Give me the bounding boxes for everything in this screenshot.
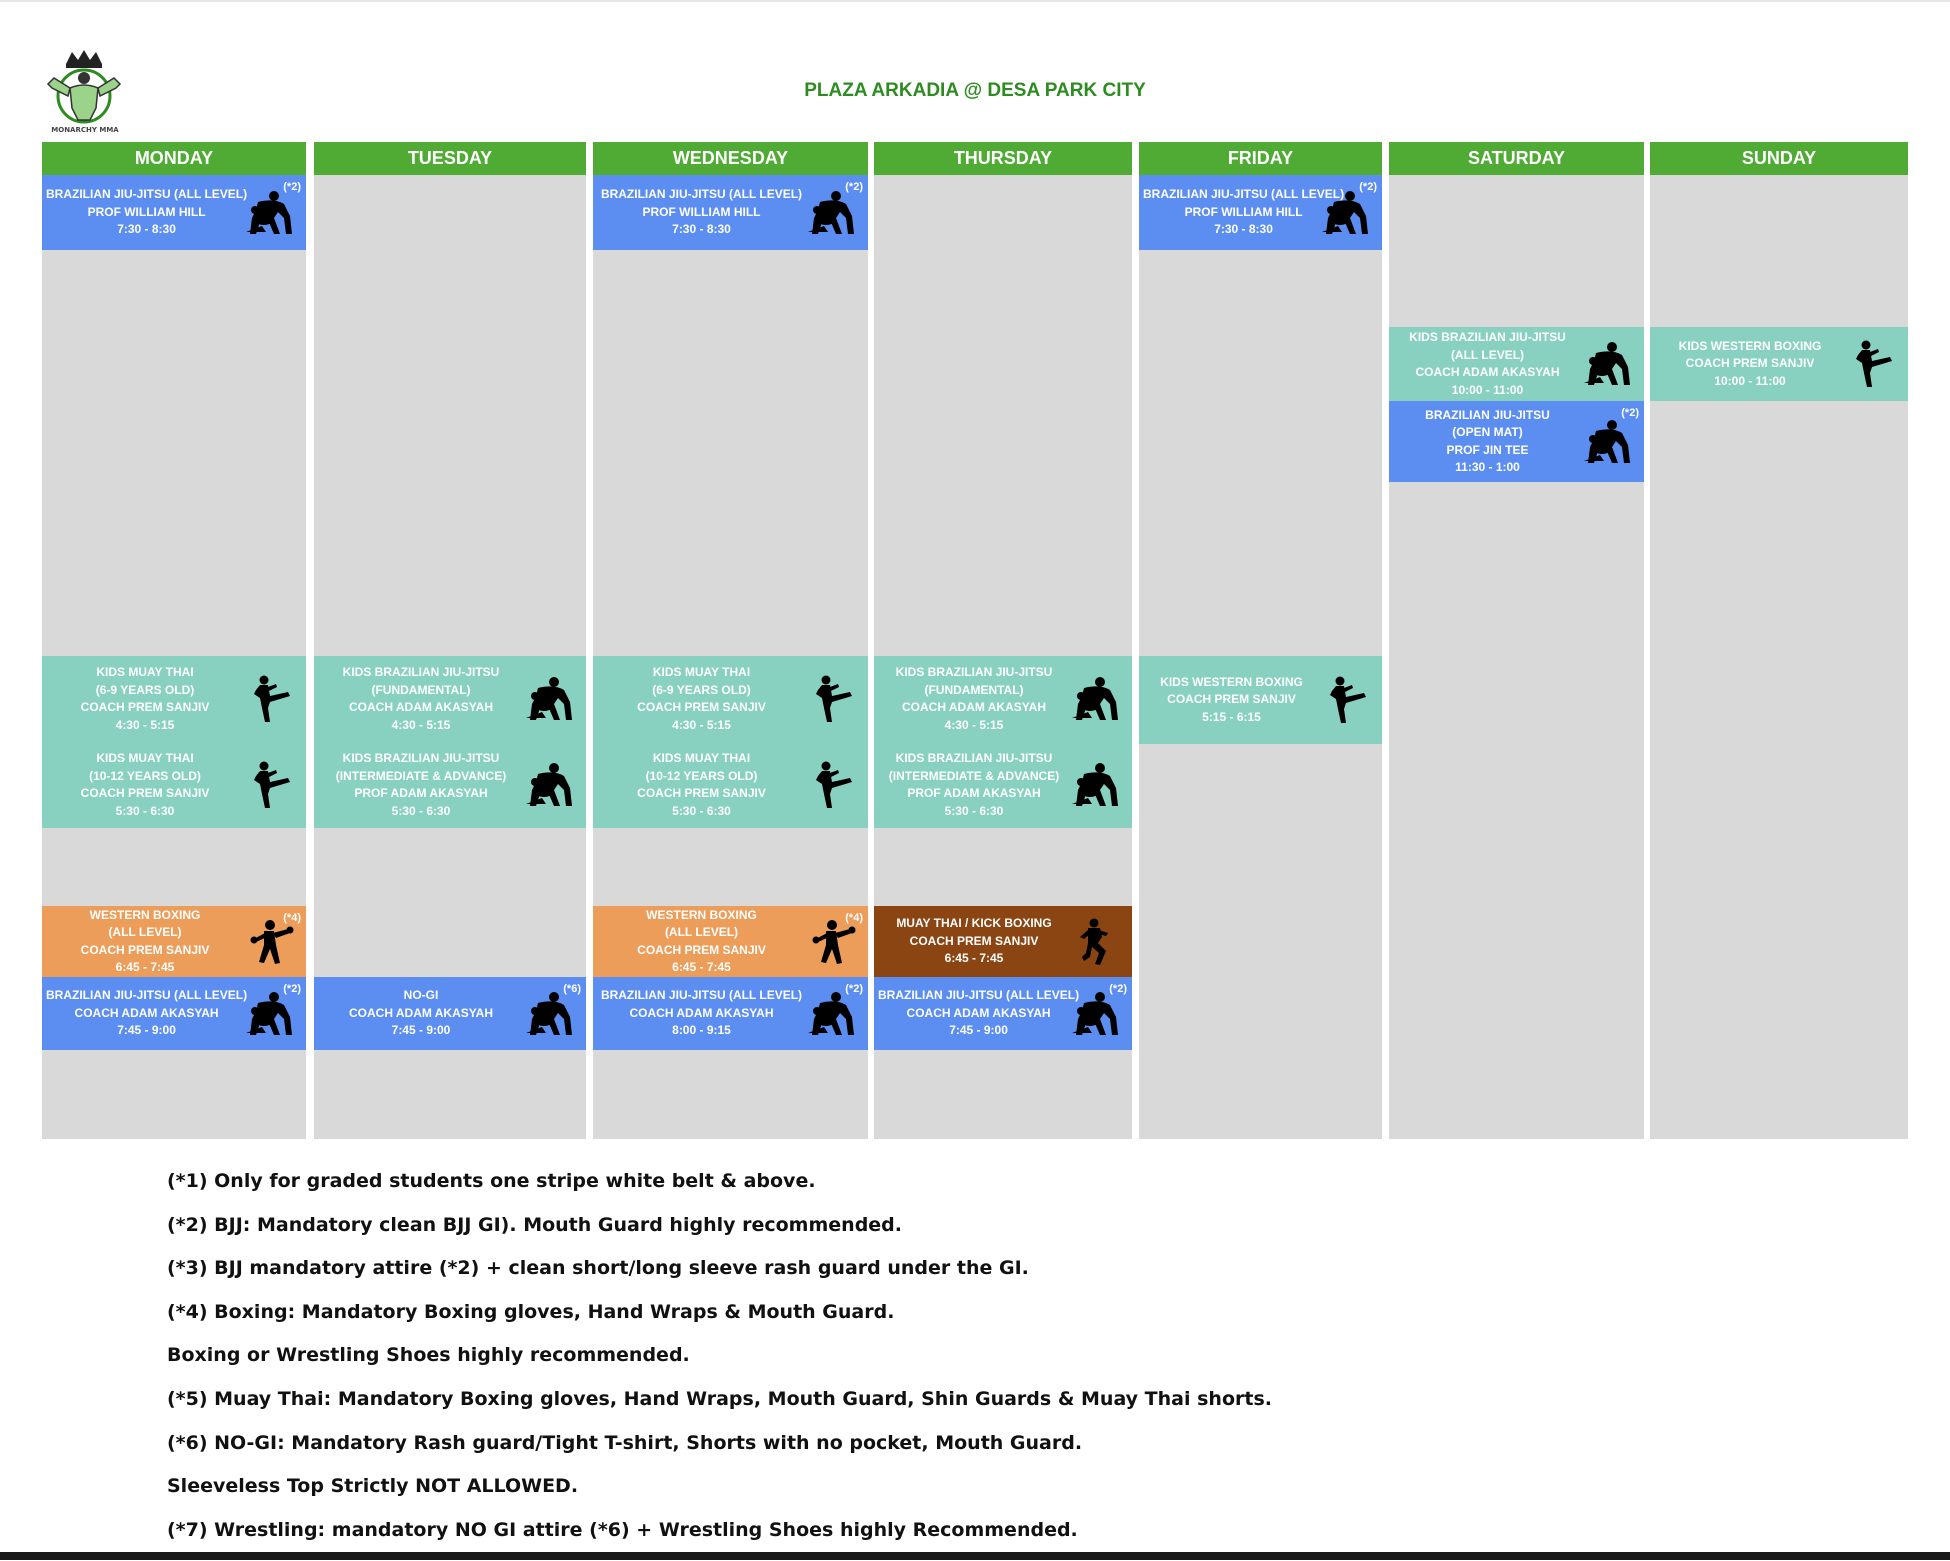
class-block-kids-muay-thai[interactable] (42, 742, 306, 828)
class-info-line: COACH PREM SANJIV (637, 786, 766, 800)
class-info-line: KIDS MUAY THAI (96, 665, 194, 679)
class-info-line: 5:30 - 6:30 (944, 803, 1004, 818)
class-block-bjj-open-mat[interactable] (1389, 401, 1644, 482)
logo-text: MONARCHY MMA (51, 126, 119, 134)
grappling-icon (1070, 989, 1120, 1039)
class-info-line: (INTERMEDIATE & ADVANCE) (335, 768, 507, 783)
class-info-line: 10:00 - 11:00 (1451, 382, 1524, 397)
class-info-line: 7:45 - 9:00 (117, 1023, 176, 1038)
class-info-line: BRAZILIAN JIU-JITSU (ALL LEVEL) (46, 988, 248, 1003)
class-info-line: BRAZILIAN JIU-JITSU (ALL LEVEL) (1143, 187, 1345, 202)
class-info-line: (OPEN MAT) (1452, 425, 1523, 439)
grappling-icon (244, 989, 294, 1039)
page-title: PLAZA ARKADIA @ DESA PARK CITY (804, 80, 1146, 101)
class-info-line: 6:45 - 7:45 (944, 951, 1004, 966)
class-info-line: KIDS BRAZILIAN JIU-JITSU (895, 665, 1053, 679)
class-info-line: KIDS MUAY THAI (652, 665, 751, 679)
header-thursday: THURSDAY (874, 142, 1132, 175)
class-block-bjj[interactable] (593, 977, 868, 1050)
class-block-no-gi[interactable] (314, 977, 586, 1050)
grappling-icon (1070, 760, 1120, 810)
footnote-line: (*5) Muay Thai: Mandatory Boxing gloves, Hand Wraps, Mouth Guard, Shin Guards & Muay Thai shorts. (167, 1387, 1272, 1410)
class-info-line: 5:30 - 6:30 (672, 803, 731, 818)
footnote-marker: (*2) (845, 983, 863, 995)
grappling-icon (1320, 188, 1370, 238)
class-info-line: COACH ADAM AKASYAH (906, 1005, 1051, 1020)
class-block-bjj[interactable] (1139, 175, 1382, 250)
class-info-line: 7:45 - 9:00 (949, 1023, 1008, 1038)
grappling-icon (524, 989, 574, 1039)
header-monday: MONDAY (42, 142, 306, 175)
grappling-icon (1582, 339, 1632, 389)
grappling-icon (1582, 417, 1632, 467)
class-info-line: PROF WILLIAM HILL (1184, 204, 1303, 219)
grappling-icon (524, 674, 574, 724)
class-info-line: BRAZILIAN JIU-JITSU (1425, 407, 1550, 422)
class-block-kids-bjj[interactable] (874, 656, 1132, 742)
header-sunday: SUNDAY (1650, 142, 1908, 175)
class-info-line: BRAZILIAN JIU-JITSU (ALL LEVEL) (600, 988, 803, 1003)
class-block-bjj[interactable] (42, 977, 306, 1050)
class-info-line: 6:45 - 7:45 (115, 960, 175, 974)
class-block-kids-bjj[interactable] (314, 742, 586, 828)
class-info-line: BRAZILIAN JIU-JITSU (ALL LEVEL) (600, 187, 803, 202)
footnote-marker: (*4) (283, 912, 301, 924)
day-column-saturday (1389, 175, 1644, 1139)
class-info-line: WESTERN BOXING (89, 907, 201, 922)
class-info-line: (10-12 YEARS OLD) (645, 768, 758, 783)
header-tuesday: TUESDAY (314, 142, 586, 175)
muaythai-icon (1070, 917, 1120, 967)
class-info-line: (6-9 YEARS OLD) (652, 682, 751, 697)
footnote-marker: (*2) (1621, 407, 1639, 419)
class-info-line: 5:30 - 6:30 (391, 803, 451, 818)
class-info-line: (ALL LEVEL) (108, 925, 182, 939)
boxing-icon (244, 917, 294, 967)
footnote-marker: (*2) (1109, 983, 1127, 995)
header-wednesday: WEDNESDAY (593, 142, 868, 175)
class-info-line: NO-GI (403, 988, 439, 1003)
grappling-icon (806, 188, 856, 238)
class-block-kids-western-boxing[interactable] (1650, 327, 1908, 401)
class-info-line: (10-12 YEARS OLD) (89, 768, 201, 783)
class-info-line: (ALL LEVEL) (664, 925, 739, 939)
footnote-line: (*7) Wrestling: mandatory NO GI attire (*6) + Wrestling Shoes highly Recommended. (167, 1518, 1078, 1541)
class-block-kids-western-boxing[interactable] (1139, 656, 1382, 744)
class-info-line: COACH ADAM AKASYAH (74, 1005, 219, 1020)
grappling-icon (524, 760, 574, 810)
footnote-marker: (*2) (845, 181, 863, 193)
top-border (0, 0, 1950, 2)
class-info-line: COACH PREM SANJIV (80, 786, 210, 800)
class-info-line: KIDS WESTERN BOXING (1160, 674, 1303, 689)
class-block-kids-bjj[interactable] (1389, 327, 1644, 401)
class-info-line: KIDS BRAZILIAN JIU-JITSU (342, 665, 500, 679)
class-info-line: 7:45 - 9:00 (391, 1023, 451, 1038)
class-info-line: (INTERMEDIATE & ADVANCE) (888, 768, 1060, 783)
header-saturday: SATURDAY (1389, 142, 1644, 175)
class-info-line: PROF JIN TEE (1446, 442, 1529, 457)
class-block-bjj[interactable] (593, 175, 868, 250)
class-info-line: COACH PREM SANJIV (1167, 692, 1296, 707)
bottom-border (0, 1552, 1950, 1560)
class-block-bjj[interactable] (874, 977, 1132, 1050)
class-block-muay-thai-kickboxing[interactable] (874, 906, 1132, 977)
class-info-line: COACH PREM SANJIV (637, 700, 766, 714)
class-block-western-boxing[interactable] (593, 906, 868, 977)
class-block-bjj[interactable] (42, 175, 306, 250)
kick-icon (1846, 339, 1896, 389)
class-info-line: COACH PREM SANJIV (80, 942, 210, 957)
class-info-line: (FUNDAMENTAL) (371, 682, 471, 697)
class-info-line: 7:30 - 8:30 (117, 222, 176, 237)
class-info-line: MUAY THAI / KICK BOXING (896, 916, 1052, 931)
class-info-line: BRAZILIAN JIU-JITSU (ALL LEVEL) (46, 187, 248, 202)
class-info-line: KIDS MUAY THAI (96, 751, 194, 765)
footnote-marker: (*4) (845, 912, 863, 924)
class-info-line: 11:30 - 1:00 (1455, 460, 1520, 474)
class-info-line: 4:30 - 5:15 (391, 717, 451, 732)
class-info-line: KIDS BRAZILIAN JIU-JITSU (342, 751, 500, 765)
footnote-line: (*4) Boxing: Mandatory Boxing gloves, Hand Wraps & Mouth Guard. (167, 1300, 895, 1323)
class-info-line: (6-9 YEARS OLD) (95, 682, 195, 697)
kick-icon (806, 674, 856, 724)
class-info-line: 4:30 - 5:15 (672, 717, 731, 732)
grappling-icon (244, 188, 294, 238)
boxing-icon (806, 917, 856, 967)
class-info-line: COACH PREM SANJIV (80, 700, 210, 714)
class-info-line: 4:30 - 5:15 (115, 717, 175, 732)
footnote-line: (*2) BJJ: Mandatory clean BJJ GI). Mouth Guard highly recommended. (167, 1213, 902, 1236)
class-info-line: COACH ADAM AKASYAH (629, 1005, 774, 1020)
kick-icon (244, 674, 294, 724)
kick-icon (806, 760, 856, 810)
grappling-icon (1070, 674, 1120, 724)
class-block-kids-muay-thai[interactable] (593, 742, 868, 828)
footnote-marker: (*2) (283, 181, 301, 193)
class-block-kids-muay-thai[interactable] (593, 656, 868, 742)
class-info-line: BRAZILIAN JIU-JITSU (ALL LEVEL) (878, 988, 1080, 1003)
class-info-line: COACH ADAM AKASYAH (1415, 365, 1560, 379)
class-info-line: 7:30 - 8:30 (672, 222, 731, 237)
class-info-line: KIDS BRAZILIAN JIU-JITSU (1409, 330, 1566, 344)
class-info-line: PROF WILLIAM HILL (642, 204, 761, 219)
footnote-line: (*6) NO-GI: Mandatory Rash guard/Tight T-shirt, Shorts with no pocket, Mouth Guard. (167, 1431, 1083, 1454)
kick-icon (244, 760, 294, 810)
footnote-marker: (*6) (563, 983, 581, 995)
class-info-line: 7:30 - 8:30 (1214, 222, 1273, 237)
footnote-line: (*3) BJJ mandatory attire (*2) + clean short/long sleeve rash guard under the GI. (167, 1257, 1029, 1280)
class-info-line: COACH PREM SANJIV (909, 933, 1039, 948)
class-block-kids-bjj[interactable] (314, 656, 586, 742)
class-info-line: COACH ADAM AKASYAH (348, 700, 493, 714)
footnote-marker: (*2) (283, 983, 301, 995)
class-info-line: COACH ADAM AKASYAH (901, 700, 1046, 714)
class-info-line: 5:30 - 6:30 (115, 803, 175, 818)
class-info-line: 8:00 - 9:15 (672, 1023, 731, 1038)
day-column-sunday (1650, 175, 1908, 1139)
header-friday: FRIDAY (1139, 142, 1382, 175)
class-info-line: KIDS WESTERN BOXING (1678, 338, 1822, 353)
class-info-line: PROF ADAM AKASYAH (907, 786, 1041, 800)
footnote-line: Sleeveless Top Strictly NOT ALLOWED. (167, 1475, 579, 1498)
class-info-line: WESTERN BOXING (646, 907, 757, 922)
footnote-line: (*1) Only for graded students one stripe white belt & above. (167, 1170, 816, 1192)
class-info-line: (FUNDAMENTAL) (924, 682, 1024, 697)
class-info-line: (ALL LEVEL) (1450, 347, 1525, 362)
grappling-icon (806, 989, 856, 1039)
class-info-line: 4:30 - 5:15 (944, 717, 1004, 732)
class-block-western-boxing[interactable] (42, 906, 306, 977)
class-block-kids-bjj[interactable] (874, 742, 1132, 828)
class-block-kids-muay-thai[interactable] (42, 656, 306, 742)
kick-icon (1320, 675, 1370, 725)
footnote-line: Boxing or Wrestling Shoes highly recommended. (167, 1344, 690, 1367)
class-info-line: PROF WILLIAM HILL (87, 204, 206, 219)
class-info-line: COACH PREM SANJIV (637, 942, 766, 957)
footnotes (167, 1169, 1272, 1561)
class-info-line: 10:00 - 11:00 (1714, 373, 1786, 388)
class-info-line: KIDS MUAY THAI (652, 751, 751, 765)
class-info-line: 6:45 - 7:45 (672, 960, 731, 974)
class-info-line: COACH ADAM AKASYAH (348, 1005, 493, 1020)
class-info-line: KIDS BRAZILIAN JIU-JITSU (895, 751, 1053, 765)
class-info-line: PROF ADAM AKASYAH (354, 786, 488, 800)
class-info-line: 5:15 - 6:15 (1202, 709, 1261, 724)
footnote-marker: (*2) (1359, 181, 1377, 193)
class-info-line: COACH PREM SANJIV (1685, 356, 1815, 371)
